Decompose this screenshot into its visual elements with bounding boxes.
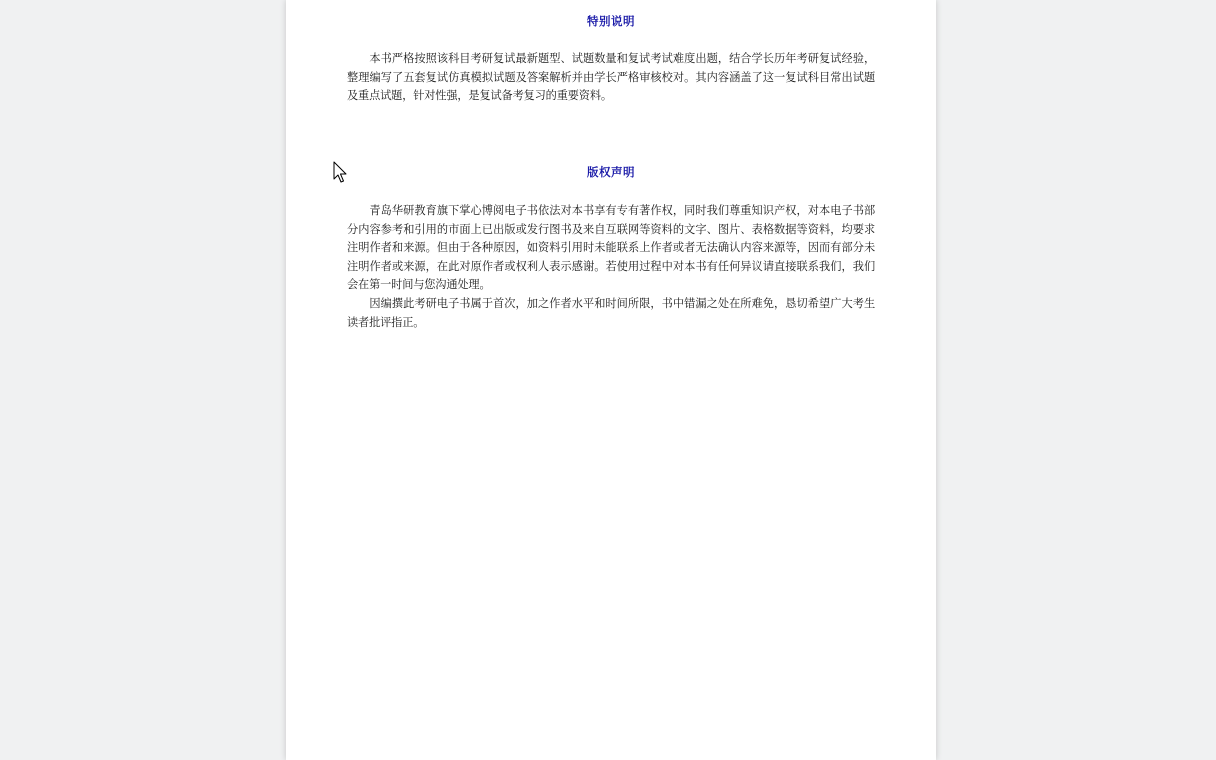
special-note-body bbox=[347, 50, 875, 106]
document-page bbox=[286, 0, 936, 760]
copyright-paragraph: 青岛华研教育旗下掌心博阅电子书依法对本书享有专有著作权，同时我们尊重知识产权，对本电子书部分内容参考和引用的市面上已出版或发行图书及来自互联网等资料的文字、图片、表格数据等资料，均要求注明作者和来源。但由于各种原因，如资料引用时未能联系上作者或者无法确认内容来源等，因而有部分未注明作者或来源，在此对原作者或权利人表示感谢。若使用过程中对本书有任何异议请直接联系我们，我们会在第一时间与您沟通处理。 bbox=[347, 204, 875, 292]
copyright-body bbox=[347, 202, 875, 332]
special-note-paragraph: 本书严格按照该科目考研复试最新题型、试题数量和复试考试难度出题，结合学长历年考研复试经验，整理编写了五套复试仿真模拟试题及答案解析并由学长严格审核校对。其内容涵盖了这一复试科目常出试题及重点试题，针对性强，是复试备考复习的重要资料。 bbox=[347, 52, 875, 103]
mouse-pointer-icon bbox=[333, 161, 349, 185]
copyright-paragraph: 因编撰此考研电子书属于首次，加之作者水平和时间所限，书中错漏之处在所难免，恳切希望广大考生读者批评指正。 bbox=[347, 296, 875, 329]
special-note-title: 特别说明 bbox=[587, 14, 635, 28]
copyright-title: 版权声明 bbox=[587, 165, 635, 179]
